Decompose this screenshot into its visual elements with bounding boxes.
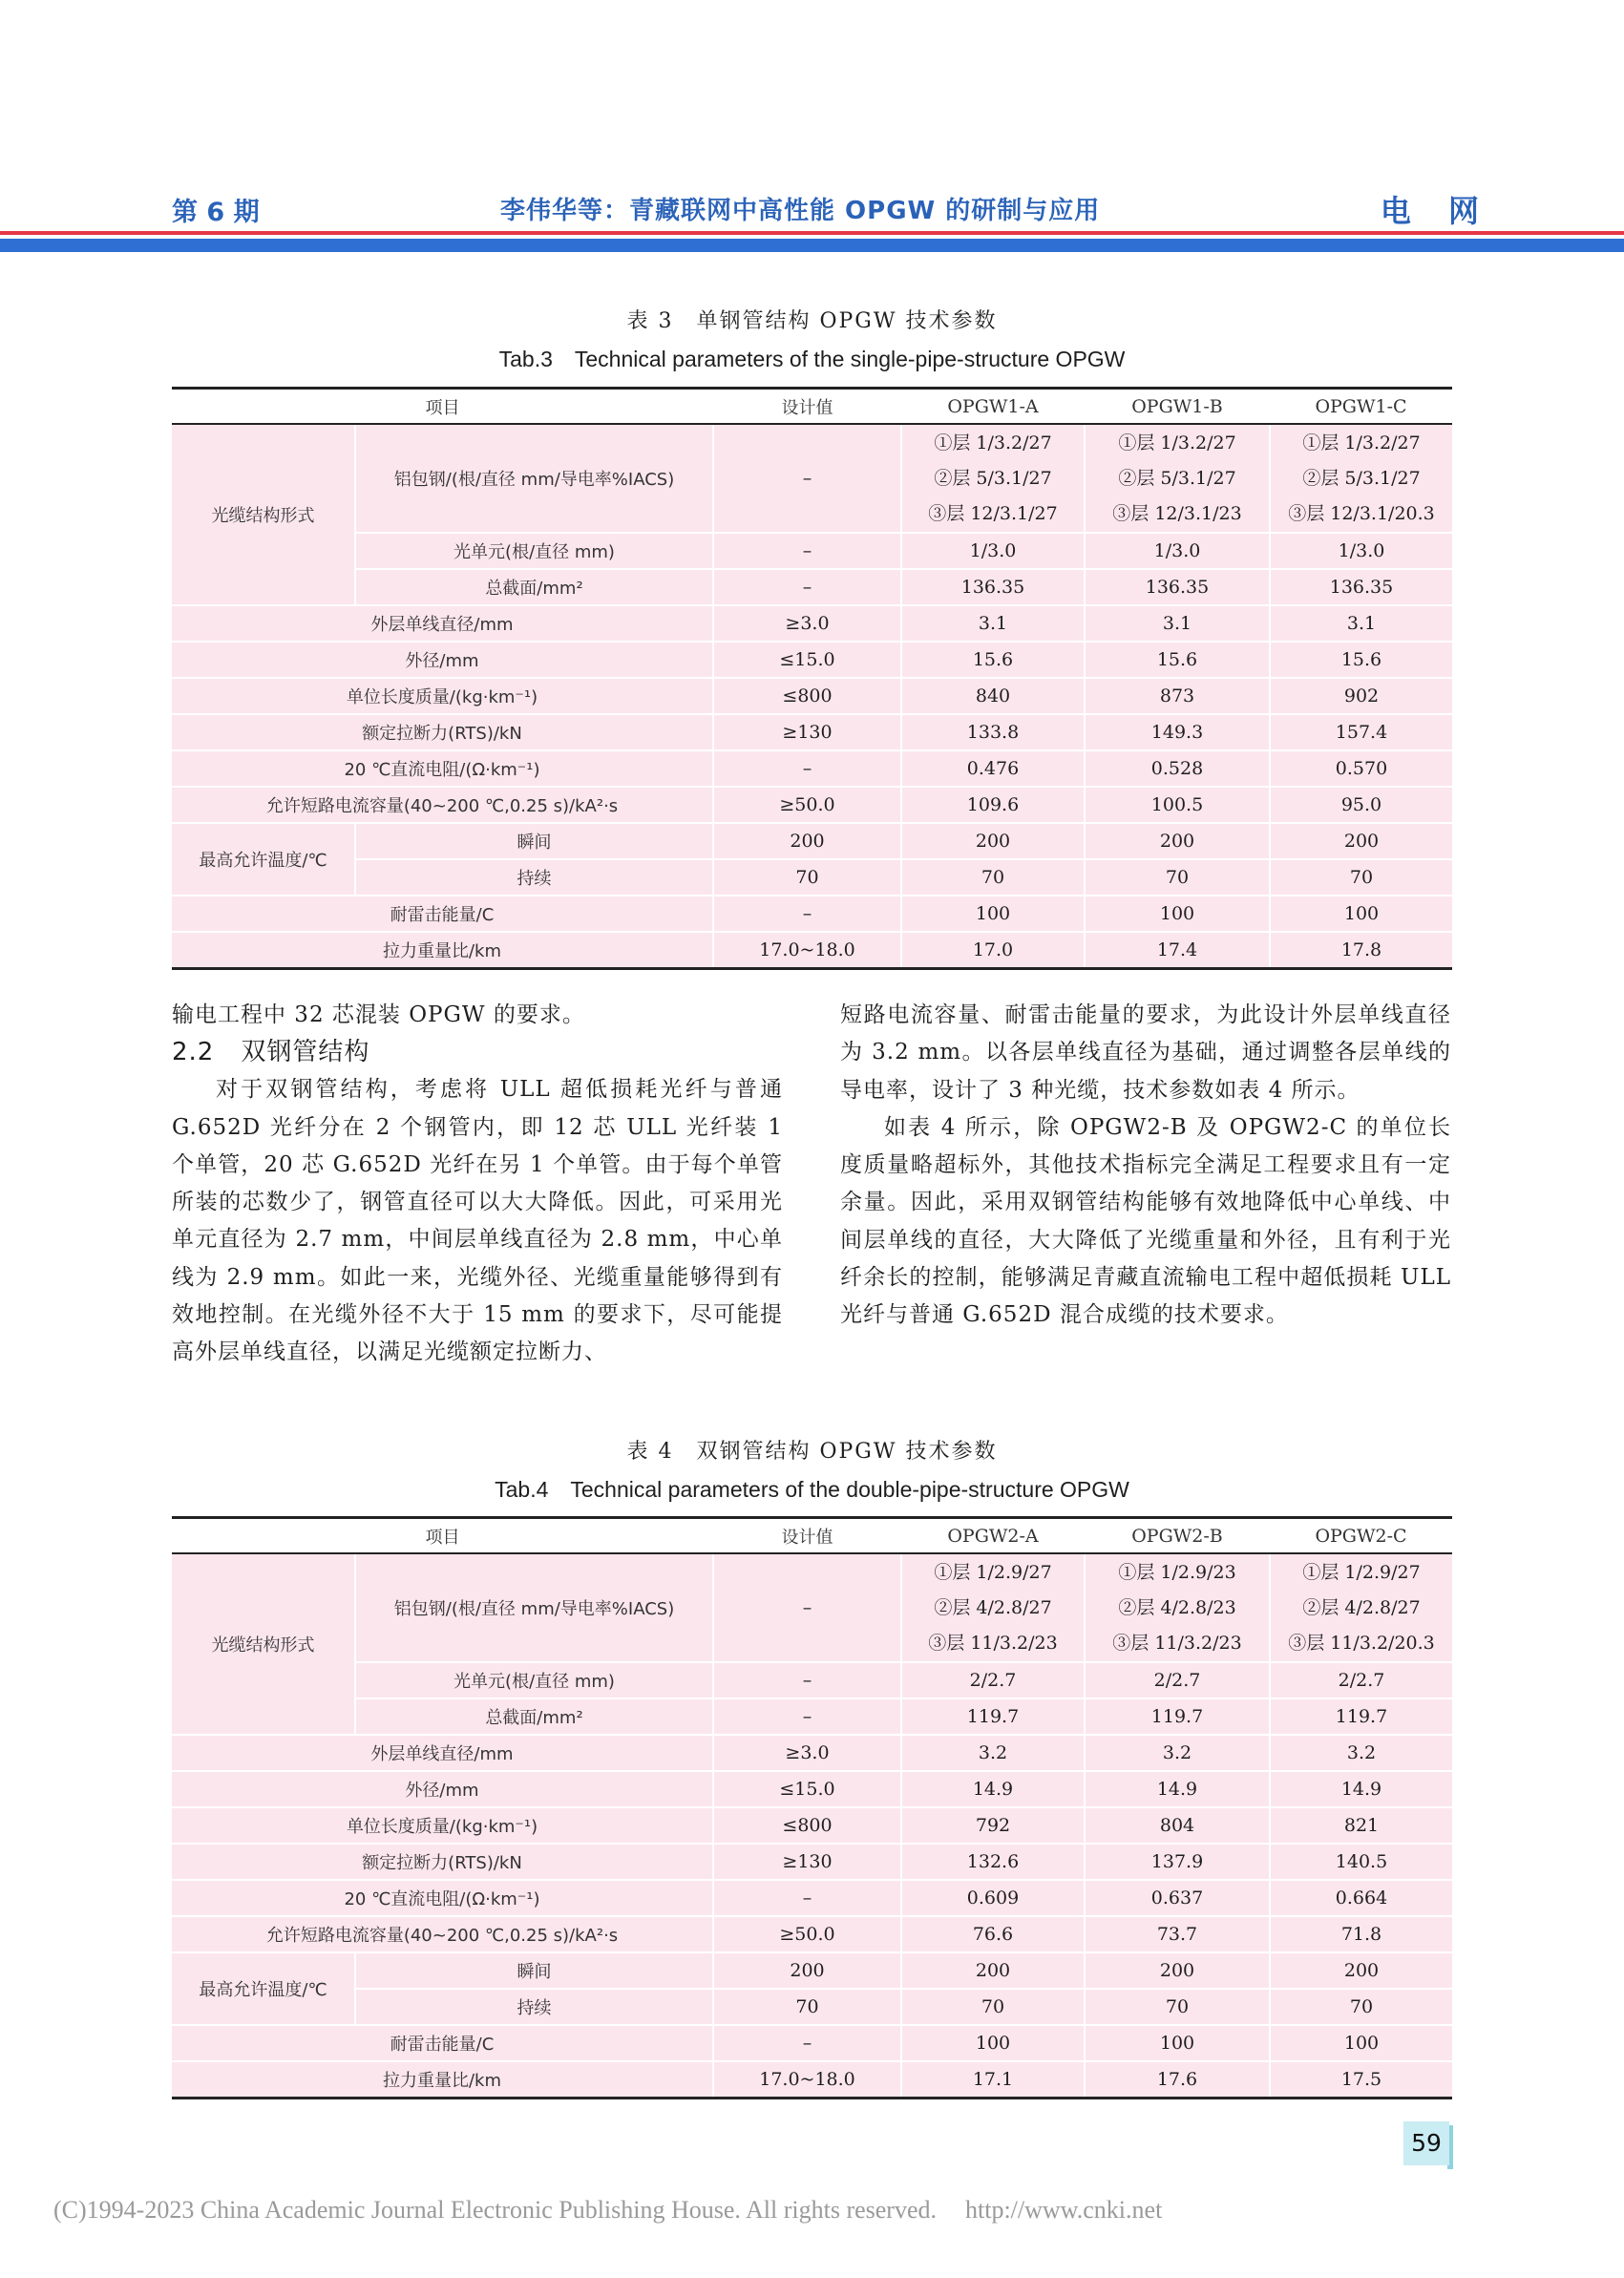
row-label: 光单元(根/直径 mm) — [355, 533, 713, 569]
cell-value: 1/3.0 — [1085, 533, 1270, 569]
table4-acs-col1-l1: ①层 1/2.9/27 — [934, 1561, 1052, 1583]
cell-value: 3.2 — [1085, 1735, 1270, 1771]
cell-value: 136.35 — [1270, 569, 1452, 605]
cell-value: 140.5 — [1270, 1844, 1452, 1880]
section-number: 2.2 — [172, 1038, 215, 1067]
cnki-url[interactable]: http://www.cnki.net — [965, 2196, 1163, 2224]
cell-design: – — [713, 533, 901, 569]
cell-design: ≥50.0 — [713, 1916, 901, 1952]
cell-value: 14.9 — [1085, 1771, 1270, 1807]
cell-value: 100 — [1270, 2025, 1452, 2061]
row-label: 允许短路电流容量(40~200 ℃,0.25 s)/kA²·s — [172, 1916, 713, 1952]
cell-value: 200 — [901, 823, 1085, 859]
row-label: 单位长度质量/(kg·km⁻¹) — [172, 678, 713, 714]
table4-acs-col3 — [1270, 1553, 1452, 1662]
cell-value: 109.6 — [901, 787, 1085, 823]
cell-value: 873 — [1085, 678, 1270, 714]
right-paragraph-1: 短路电流容量、耐雷击能量的要求，为此设计外层单线直径为 3.2 mm。以各层单线直径为基础，通过调整各层单线的导电率，设计了 3 种光缆，技术参数如表 4 所示。 — [840, 1002, 1451, 1103]
cell-value: 0.570 — [1270, 750, 1452, 787]
cell-value: 76.6 — [901, 1916, 1085, 1952]
table-row — [172, 533, 1452, 569]
cell-value: 149.3 — [1085, 714, 1270, 750]
table4-head-col3: OPGW2-C — [1270, 1518, 1452, 1554]
running-header — [0, 187, 1624, 229]
cell-value: 2/2.7 — [901, 1662, 1085, 1698]
cell-value: 804 — [1085, 1807, 1270, 1844]
table-row — [172, 605, 1452, 642]
cell-value: 70 — [1085, 1989, 1270, 2025]
cell-design: 200 — [713, 823, 901, 859]
right-column — [840, 997, 1451, 1335]
cell-design: – — [713, 1880, 901, 1916]
table-row — [172, 1807, 1452, 1844]
table4-acs-col2-l3: ③层 11/3.2/23 — [1112, 1632, 1242, 1654]
cell-design: ≥3.0 — [713, 1735, 901, 1771]
cell-value: 1/3.0 — [1270, 533, 1452, 569]
table4-acs-col1 — [901, 1553, 1085, 1662]
cell-value: 2/2.7 — [1085, 1662, 1270, 1698]
table-row — [172, 1880, 1452, 1916]
table-row — [172, 1698, 1452, 1735]
cell-value: 70 — [1270, 859, 1452, 896]
cell-design: – — [713, 750, 901, 787]
header-rule-blue — [0, 239, 1624, 252]
cell-value: 70 — [1085, 859, 1270, 896]
cell-value: 0.476 — [901, 750, 1085, 787]
cell-design: ≥130 — [713, 714, 901, 750]
cell-design: 70 — [713, 1989, 901, 2025]
table3-head-col3: OPGW1-C — [1270, 389, 1452, 425]
cell-value: 2/2.7 — [1270, 1662, 1452, 1698]
cell-design: 17.0~18.0 — [713, 932, 901, 968]
row-label: 光单元(根/直径 mm) — [355, 1662, 713, 1698]
cell-value: 119.7 — [1270, 1698, 1452, 1735]
cell-design: ≤800 — [713, 678, 901, 714]
row-label: 20 ℃直流电阻/(Ω·km⁻¹) — [172, 750, 713, 787]
cell-value: 119.7 — [901, 1698, 1085, 1735]
cell-value: 200 — [901, 1952, 1085, 1989]
row-label: 持续 — [355, 859, 713, 896]
row-label: 拉力重量比/km — [172, 932, 713, 968]
cell-value: 119.7 — [1085, 1698, 1270, 1735]
cell-value: 15.6 — [1270, 642, 1452, 678]
section-heading — [172, 1034, 783, 1071]
table3 — [172, 387, 1452, 970]
cell-design: ≥3.0 — [713, 605, 901, 642]
cell-value: 0.664 — [1270, 1880, 1452, 1916]
cell-value: 200 — [1270, 1952, 1452, 1989]
table3-acs-label: 铝包钢/(根/直径 mm/导电率%IACS) — [355, 424, 713, 533]
table-row — [172, 823, 1452, 859]
cell-design: – — [713, 896, 901, 932]
table3-acs-col3-l2: ②层 5/3.1/27 — [1302, 467, 1421, 489]
cell-value: 157.4 — [1270, 714, 1452, 750]
cell-value: 136.35 — [901, 569, 1085, 605]
table3-caption-en: Tab.3 Technical parameters of the single-pipe-structure OPGW — [498, 347, 1126, 371]
cell-value: 200 — [1270, 823, 1452, 859]
table3-acs-col2-l1: ①层 1/3.2/27 — [1118, 432, 1236, 453]
table-row — [172, 2025, 1452, 2061]
cell-design: 200 — [713, 1952, 901, 1989]
table3-acs-col2 — [1085, 424, 1270, 533]
table3-acs-col3 — [1270, 424, 1452, 533]
row-label: 允许短路电流容量(40~200 ℃,0.25 s)/kA²·s — [172, 787, 713, 823]
table4-acs-design: – — [713, 1553, 901, 1662]
table4-acs-col3-l2: ②层 4/2.8/27 — [1302, 1596, 1421, 1618]
row-label: 瞬间 — [355, 823, 713, 859]
table3-acs-col1 — [901, 424, 1085, 533]
cell-value: 0.528 — [1085, 750, 1270, 787]
table-row — [172, 569, 1452, 605]
cell-value: 70 — [901, 1989, 1085, 2025]
table3-acs-col3-l1: ①层 1/3.2/27 — [1302, 432, 1421, 453]
page-number: 59 — [1403, 2121, 1449, 2165]
row-label: 额定拉断力(RTS)/kN — [172, 1844, 713, 1880]
table4-acs-col2-l2: ②层 4/2.8/23 — [1118, 1596, 1236, 1618]
copyright-footer — [53, 2196, 1162, 2225]
table4-caption-en: Tab.4 Technical parameters of the double-pipe-structure OPGW — [495, 1477, 1129, 1502]
cell-value: 17.4 — [1085, 932, 1270, 968]
table4-acs-col3-l3: ③层 11/3.2/20.3 — [1288, 1632, 1435, 1654]
cell-value: 14.9 — [901, 1771, 1085, 1807]
cell-value: 100 — [1270, 896, 1452, 932]
table4-head-col2: OPGW2-B — [1085, 1518, 1270, 1554]
cell-value: 0.609 — [901, 1880, 1085, 1916]
cell-value: 1/3.0 — [901, 533, 1085, 569]
cell-value: 200 — [1085, 823, 1270, 859]
table3-caption-cn: 表 3 单钢管结构 OPGW 技术参数 — [626, 309, 998, 333]
cell-design: ≤15.0 — [713, 642, 901, 678]
table4-group-structure: 光缆结构形式 — [172, 1553, 355, 1735]
table4-acs-col1-l3: ③层 11/3.2/23 — [928, 1632, 1058, 1654]
table3-acs-col3-l3: ③层 12/3.1/20.3 — [1288, 502, 1435, 524]
table3-head-col2: OPGW1-B — [1085, 389, 1270, 425]
right-paragraph-2: 如表 4 所示，除 OPGW2-B 及 OPGW2-C 的单位长度质量略超标外，其他技术指标完全满足工程要求且有一定余量。因此，采用双钢管结构能够有效地降低中心单线、中间层单线的直径，大大降低了光缆重量和外径，且有利于光纤余长的控制，能够满足青藏直流输电工程中超低损耗 ULL 光纤与普通 G.652D 混合成缆的技术要求。 — [840, 1114, 1451, 1328]
table3-head-col1: OPGW1-A — [901, 389, 1085, 425]
table4-acs-col2-l1: ①层 1/2.9/23 — [1118, 1561, 1236, 1583]
cell-value: 902 — [1270, 678, 1452, 714]
cell-value: 132.6 — [901, 1844, 1085, 1880]
row-label: 外层单线直径/mm — [172, 1735, 713, 1771]
table4-acs-label: 铝包钢/(根/直径 mm/导电率%IACS) — [355, 1553, 713, 1662]
cell-value: 100 — [901, 2025, 1085, 2061]
cell-design: – — [713, 1662, 901, 1698]
row-label: 拉力重量比/km — [172, 2061, 713, 2098]
cell-value: 15.6 — [1085, 642, 1270, 678]
table4-head-design: 设计值 — [713, 1518, 901, 1554]
cell-value: 3.1 — [1085, 605, 1270, 642]
section-title: 双钢管结构 — [241, 1038, 370, 1067]
left-paragraph: 对于双钢管结构，考虑将 ULL 超低损耗光纤与普通 G.652D 光纤分在 2 个钢管内，即 12 芯 ULL 光纤装 1 个单管，20 芯 G.652D 光纤在另 1 个单管。由于每个单管所装的芯数少了，钢管直径可以大大降低。因此，可采用光单元直径为 2.7 mm，中间层单线直径为 2.8 mm，中心单线为 2.9 mm。如此一来，光缆外径、光缆重量能够得到有效地控制。在光缆外径不大于 15 mm 的要求下，尽可能提高外层单线直径，以满足光缆额定拉断力、 — [172, 1077, 783, 1365]
row-label: 总截面/mm² — [355, 569, 713, 605]
table3-head-item: 项目 — [172, 389, 713, 425]
table3-acs-col1-l2: ②层 5/3.1/27 — [934, 467, 1052, 489]
cell-value: 3.2 — [1270, 1735, 1452, 1771]
table-row — [172, 787, 1452, 823]
row-label: 持续 — [355, 1989, 713, 2025]
table-row — [172, 932, 1452, 968]
table-row — [172, 678, 1452, 714]
cell-design: – — [713, 2025, 901, 2061]
table-row — [172, 1771, 1452, 1807]
cell-design: 17.0~18.0 — [713, 2061, 901, 2098]
table-row — [172, 1662, 1452, 1698]
cell-value: 100.5 — [1085, 787, 1270, 823]
cell-value: 137.9 — [1085, 1844, 1270, 1880]
cell-design: ≤800 — [713, 1807, 901, 1844]
cell-value: 3.2 — [901, 1735, 1085, 1771]
copyright-text: (C)1994-2023 China Academic Journal Electronic Publishing House. All rights reserved. — [53, 2196, 937, 2224]
table-row — [172, 1735, 1452, 1771]
cell-value: 70 — [1270, 1989, 1452, 2025]
cell-value: 15.6 — [901, 642, 1085, 678]
header-rule-red — [0, 231, 1624, 235]
cell-value: 3.1 — [1270, 605, 1452, 642]
row-label: 外径/mm — [172, 642, 713, 678]
table4-acs-col2 — [1085, 1553, 1270, 1662]
cell-value: 100 — [901, 896, 1085, 932]
running-title: 李伟华等：青藏联网中高性能 OPGW 的研制与应用 — [500, 197, 1101, 225]
table3-acs-design: – — [713, 424, 901, 533]
table-row — [172, 859, 1452, 896]
row-label: 瞬间 — [355, 1952, 713, 1989]
row-label: 耐雷击能量/C — [172, 896, 713, 932]
row-label: 耐雷击能量/C — [172, 2025, 713, 2061]
cell-value: 792 — [901, 1807, 1085, 1844]
table-row — [172, 1989, 1452, 2025]
cell-value: 71.8 — [1270, 1916, 1452, 1952]
row-label: 外层单线直径/mm — [172, 605, 713, 642]
table3-head-design: 设计值 — [713, 389, 901, 425]
table-row — [172, 642, 1452, 678]
cell-design: ≤15.0 — [713, 1771, 901, 1807]
cell-value: 840 — [901, 678, 1085, 714]
table4-group-temp: 最高允许温度/℃ — [172, 1952, 355, 2025]
table3-acs-col2-l2: ②层 5/3.1/27 — [1118, 467, 1236, 489]
cell-value: 133.8 — [901, 714, 1085, 750]
table3-acs-col1-l3: ③层 12/3.1/27 — [928, 502, 1058, 524]
cell-value: 821 — [1270, 1807, 1452, 1844]
cell-design: ≥130 — [713, 1844, 901, 1880]
cell-design: 70 — [713, 859, 901, 896]
left-column — [172, 997, 783, 1372]
table4-acs-col3-l1: ①层 1/2.9/27 — [1302, 1561, 1421, 1583]
table3-group-structure: 光缆结构形式 — [172, 424, 355, 605]
cell-value: 70 — [901, 859, 1085, 896]
table3-group-temp: 最高允许温度/℃ — [172, 823, 355, 896]
cell-value: 200 — [1085, 1952, 1270, 1989]
table4-caption-cn: 表 4 双钢管结构 OPGW 技术参数 — [626, 1440, 998, 1464]
cell-design: – — [713, 1698, 901, 1735]
row-label: 外径/mm — [172, 1771, 713, 1807]
cell-value: 17.6 — [1085, 2061, 1270, 2098]
cell-value: 100 — [1085, 896, 1270, 932]
table-row — [172, 1916, 1452, 1952]
table-row — [172, 714, 1452, 750]
table4-head-item: 项目 — [172, 1518, 713, 1554]
cell-value: 14.9 — [1270, 1771, 1452, 1807]
cell-value: 3.1 — [901, 605, 1085, 642]
cell-value: 136.35 — [1085, 569, 1270, 605]
cell-value: 17.0 — [901, 932, 1085, 968]
cell-value: 0.637 — [1085, 1880, 1270, 1916]
row-label: 20 ℃直流电阻/(Ω·km⁻¹) — [172, 1880, 713, 1916]
issue-number: 第 6 期 — [172, 198, 260, 227]
table4 — [172, 1516, 1452, 2099]
cell-design: ≥50.0 — [713, 787, 901, 823]
table-row — [172, 1952, 1452, 1989]
left-first-line: 输电工程中 32 芯混装 OPGW 的要求。 — [172, 1002, 585, 1027]
table-row — [172, 1844, 1452, 1880]
row-label: 总截面/mm² — [355, 1698, 713, 1735]
cell-design: – — [713, 569, 901, 605]
journal-name: 电 网 — [1380, 193, 1492, 229]
table-row — [172, 2061, 1452, 2098]
row-label: 额定拉断力(RTS)/kN — [172, 714, 713, 750]
row-label: 单位长度质量/(kg·km⁻¹) — [172, 1807, 713, 1844]
table-row — [172, 750, 1452, 787]
table4-acs-col1-l2: ②层 4/2.8/27 — [934, 1596, 1052, 1618]
table3-acs-col1-l1: ①层 1/3.2/27 — [934, 432, 1052, 453]
cell-value: 17.1 — [901, 2061, 1085, 2098]
cell-value: 73.7 — [1085, 1916, 1270, 1952]
cell-value: 17.8 — [1270, 932, 1452, 968]
table3-acs-col2-l3: ③层 12/3.1/23 — [1112, 502, 1242, 524]
table4-head-col1: OPGW2-A — [901, 1518, 1085, 1554]
cell-value: 95.0 — [1270, 787, 1452, 823]
table-row — [172, 896, 1452, 932]
cell-value: 17.5 — [1270, 2061, 1452, 2098]
cell-value: 100 — [1085, 2025, 1270, 2061]
